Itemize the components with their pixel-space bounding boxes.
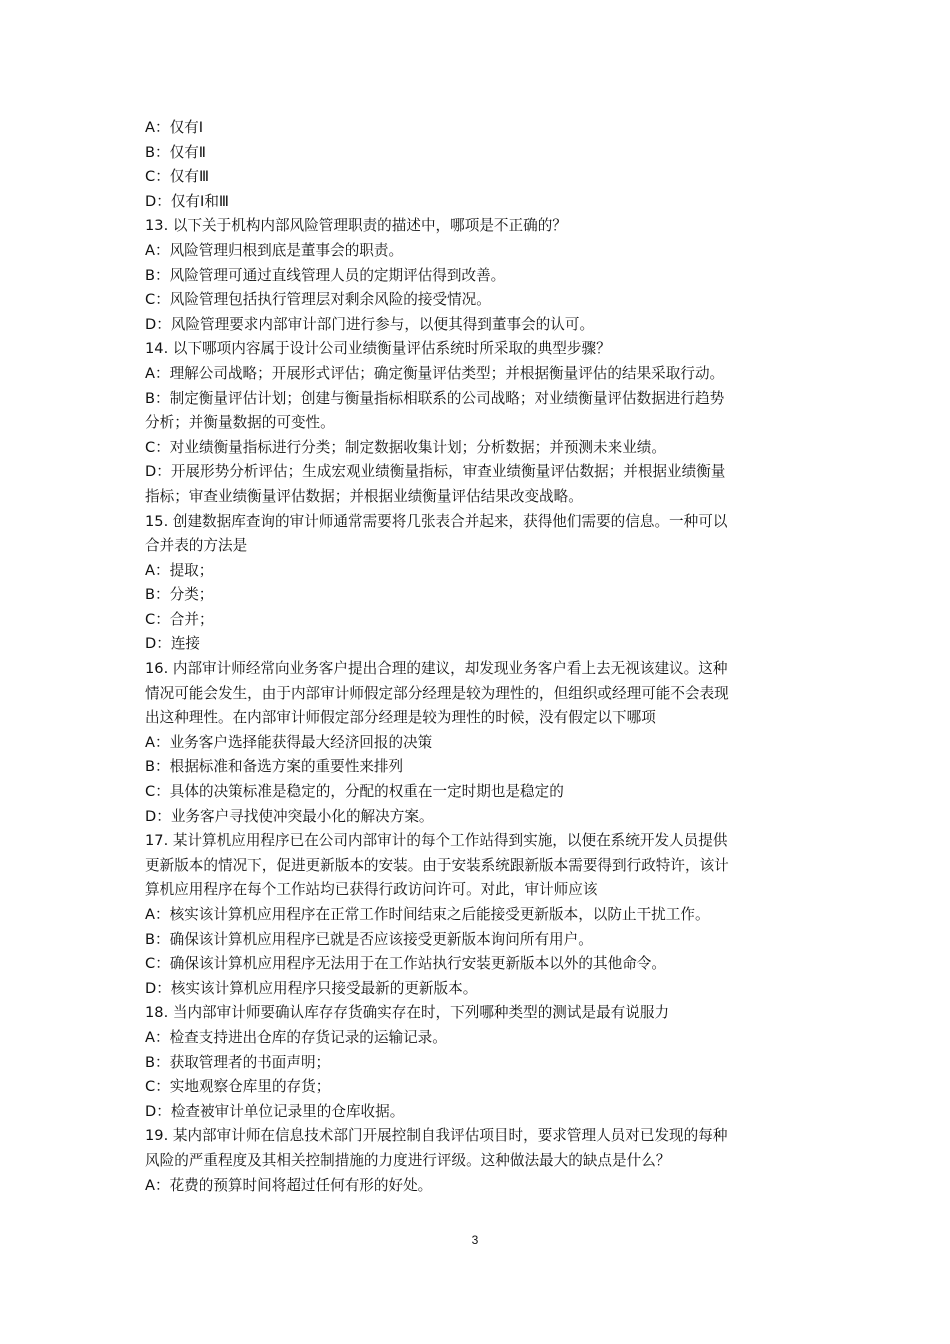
text-line: C：对业绩衡量指标进行分类；制定数据收集计划；分析数据；并预测未来业绩。 [145,438,666,456]
question-line: 17. 某计算机应用程序已在公司内部审计的每个工作站得到实施，以便在系统开发人员提供 [145,832,728,850]
text-line: A：理解公司战略；开展形式评估；确定衡量评估类型；并根据衡量评估的结果采取行动。 [145,364,725,382]
text-line: 更新版本的情况下，促进更新版本的安装。由于安装系统跟新版本需要得到行政特许，该计 [145,856,729,874]
page-content [145,116,810,1198]
text-line: A：花费的预算时间将超过任何有形的好处。 [145,1176,433,1194]
text-line: D：开展形势分析评估；生成宏观业绩衡量指标，审查业绩衡量评估数据；并根据业绩衡量 [145,463,726,481]
question-line: 15. 创建数据库查询的审计师通常需要将几张表合并起来，获得他们需要的信息。一种可以 [145,512,728,530]
text-line: A：风险管理归根到底是董事会的职责。 [145,241,404,259]
question-line: 13. 以下关于机构内部风险管理职责的描述中，哪项是不正确的？ [145,217,567,235]
text-line: A：提取； [145,561,214,579]
text-line: B：获取管理者的书面声明； [145,1053,331,1071]
text-line: B：确保该计算机应用程序已就是否应该接受更新版本询问所有用户。 [145,930,593,948]
text-line: B：分类； [145,586,214,604]
text-line: 出这种理性。在内部审计师假定部分经理是较为理性的时候，没有假定以下哪项 [145,709,656,727]
text-line: D：仅有Ⅰ和Ⅲ [145,192,229,210]
text-line: 情况可能会发生，由于内部审计师假定部分经理是较为理性的，但组织或经理可能不会表现 [145,684,729,702]
text-line: C：实地观察仓库里的存货； [145,1078,331,1096]
text-line: A：核实该计算机应用程序在正常工作时间结束之后能接受更新版本，以防止干扰工作。 [145,906,710,923]
text-line: C：仅有Ⅲ [145,168,210,186]
question-line: 14. 以下哪项内容属于设计公司业绩衡量评估系统时所采取的典型步骤？ [145,340,611,358]
text-line: B：仅有Ⅱ [145,143,206,161]
text-line: D：连接 [145,635,201,653]
text-line: D：风险管理要求内部审计部门进行参与，以便其得到董事会的认可。 [145,315,595,333]
text-line: 风险的严重程度及其相关控制措施的力度进行评级。这种做法最大的缺点是什么？ [145,1151,671,1169]
text-line: C：具体的决策标准是稳定的，分配的权重在一定时期也是稳定的 [145,783,564,801]
text-line: 合并表的方法是 [145,537,248,555]
text-line: B：制定衡量评估计划；创建与衡量指标相联系的公司战略；对业绩衡量评估数据进行趋势 [145,389,725,407]
text-line: B：根据标准和备选方案的重要性来排列 [145,758,404,776]
question-line: 16. 内部审计师经常向业务客户提出合理的建议，却发现业务客户看上去无视该建议。这种 [145,660,728,678]
text-line: D：业务客户寻找使冲突最小化的解决方案。 [145,807,434,825]
text-line: D：检查被审计单位记录里的仓库收据。 [145,1102,405,1120]
text-line: C：风险管理包括执行管理层对剩余风险的接受情况。 [145,291,491,309]
page-number: 3 [471,1233,479,1247]
text-line: D：核实该计算机应用程序只接受最新的更新版本。 [145,979,478,997]
text-line: 算机应用程序在每个工作站均已获得行政访问许可。对此，审计师应该 [145,881,598,899]
text-line: A：仅有Ⅰ [145,119,204,136]
text-line: A：业务客户选择能获得最大经济回报的决策 [145,733,433,751]
text-line: A：检查支持进出仓库的存货记录的运输记录。 [145,1028,447,1046]
text-line: 分析；并衡量数据的可变性。 [145,414,335,432]
text-line: C：确保该计算机应用程序无法用于在工作站执行安装更新版本以外的其他命令。 [145,955,666,973]
text-line: C：合并； [145,610,214,628]
question-line: 19. 某内部审计师在信息技术部门开展控制自我评估项目时，要求管理人员对已发现的每种 [145,1127,728,1145]
question-line: 18. 当内部审计师要确认库存存货确实存在时，下列哪种类型的测试是最有说服力 [145,1004,670,1022]
text-line: B：风险管理可通过直线管理人员的定期评估得到改善。 [145,266,506,284]
text-line: 指标；审查业绩衡量评估数据；并根据业绩衡量评估结果改变战略。 [145,487,583,505]
